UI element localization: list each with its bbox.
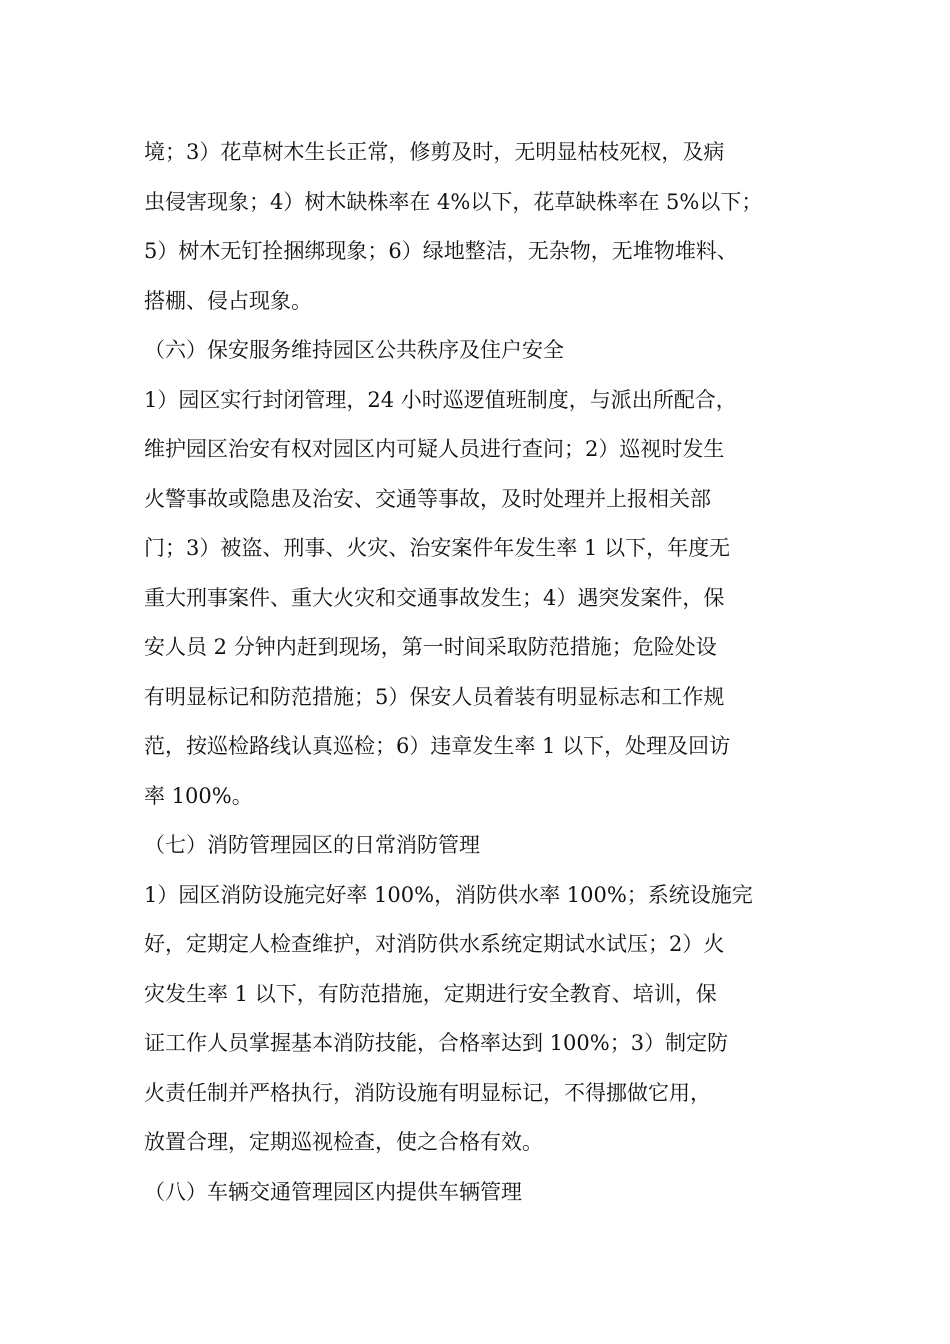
text-line: 维护园区治安有权对园区内可疑人员进行查问；2）巡视时发生 xyxy=(144,437,725,461)
text-line: 火警事故或隐患及治安、交通等事故，及时处理并上报相关部 xyxy=(144,486,711,511)
text-line: 有明显标记和防范措施；5）保安人员着装有明显标志和工作规 xyxy=(144,684,725,709)
section-heading: （六）保安服务维持园区公共秩序及住户安全 xyxy=(144,338,564,362)
text-line: 1）园区实行封闭管理，24 小时巡逻值班制度，与派出所配合， xyxy=(144,387,737,412)
text-line: 5）树木无钉拴捆绑现象；6）绿地整洁，无杂物，无堆物堆料、 xyxy=(144,239,738,263)
text-line: 门；3）被盗、刑事、火灾、治安案件年发生率 1 以下，年度无 xyxy=(144,536,731,560)
text-line: 范，按巡检路线认真巡检；6）违章发生率 1 以下，处理及回访 xyxy=(144,734,731,758)
text-line: 放置合理，定期巡视检查，使之合格有效。 xyxy=(144,1130,543,1154)
text-line: 搭棚、侵占现象。 xyxy=(144,288,312,313)
text-line: 证工作人员掌握基本消防技能，合格率达到 100%；3）制定防 xyxy=(144,1031,729,1055)
text-line: 虫侵害现象；4）树木缺株率在 4%以下，花草缺株率在 5%以下； xyxy=(144,189,763,214)
text-line: 率 100%。 xyxy=(144,783,253,808)
text-line: 灾发生率 1 以下，有防范措施，定期进行安全教育、培训，保 xyxy=(144,981,717,1006)
document-body xyxy=(144,128,824,1217)
text-line: 1）园区消防设施完好率 100%，消防供水率 100%；系统设施完 xyxy=(144,882,753,907)
section-heading: （七）消防管理园区的日常消防管理 xyxy=(144,833,480,857)
text-line: 好，定期定人检查维护，对消防供水系统定期试水试压；2）火 xyxy=(144,932,725,956)
text-line: 安人员 2 分钟内赶到现场，第一时间采取防范措施；危险处设 xyxy=(144,635,717,659)
text-line: 重大刑事案件、重大火灾和交通事故发生；4）遇突发案件，保 xyxy=(144,585,725,610)
text-line: 火责任制并严格执行，消防设施有明显标记，不得挪做它用， xyxy=(144,1080,711,1105)
text-line: 境；3）花草树木生长正常，修剪及时，无明显枯枝死杈，及病 xyxy=(144,140,725,164)
section-heading: （八）车辆交通管理园区内提供车辆管理 xyxy=(144,1179,522,1204)
